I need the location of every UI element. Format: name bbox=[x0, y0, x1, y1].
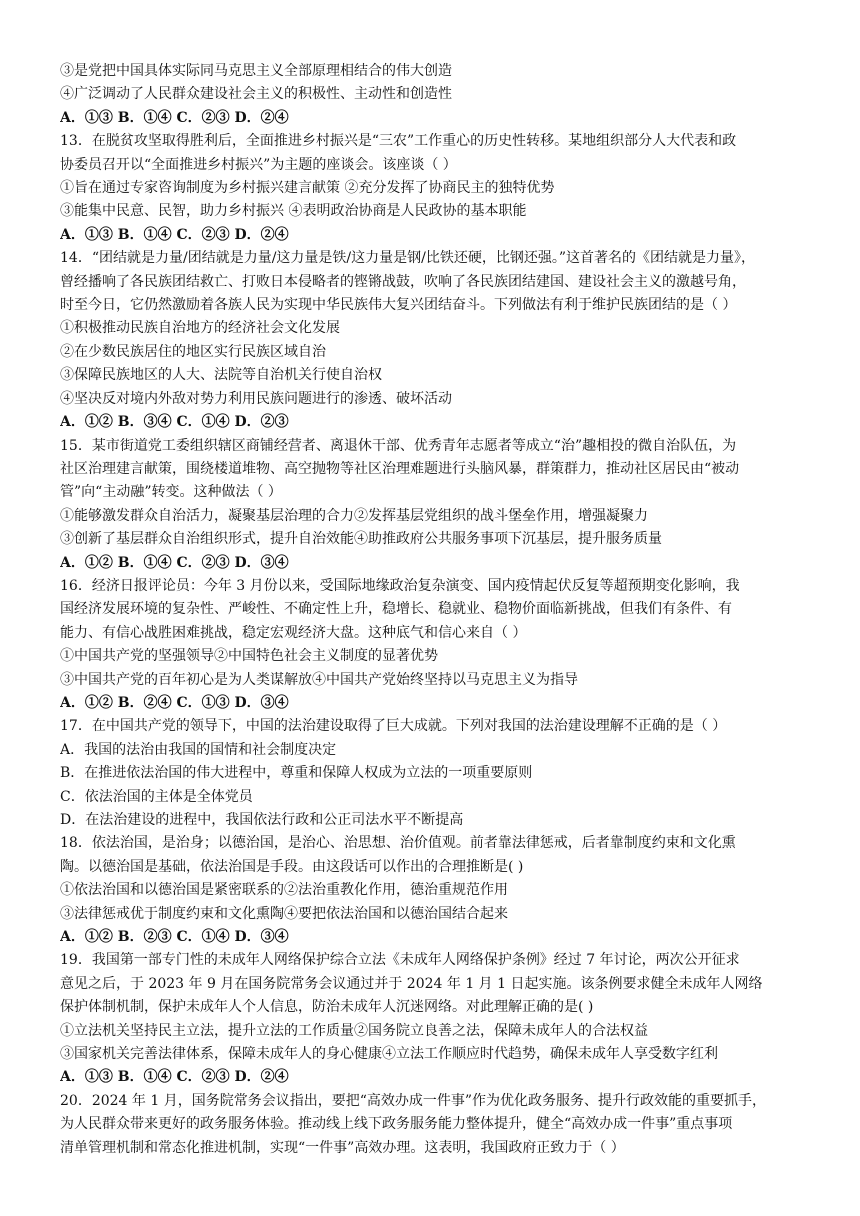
answer-options: A．①③ B．①④ C．②③ D．②④ bbox=[60, 226, 289, 243]
question-14 bbox=[60, 247, 806, 434]
question-19 bbox=[60, 949, 806, 1089]
answer-options: A．①② B．①④ C．②③ D．③④ bbox=[60, 554, 289, 571]
question-18 bbox=[60, 832, 806, 949]
statement-item: ②在少数民族居住的地区实行民族区域自治 bbox=[60, 343, 326, 360]
statement-item: ①积极推动民族自治地方的经济社会文化发展 bbox=[60, 320, 340, 337]
question-stem: 曾经播响了各民族团结救亡、打败日本侵略者的铿锵战鼓，吹响了各民族团结建国、建设社会主义的激越号角， bbox=[60, 273, 746, 290]
statement-item: ③中国共产党的百年初心是为人类谋解放④中国共产党始终坚持以马克思主义为指导 bbox=[60, 671, 578, 688]
answer-options: A．①② B．②③ C．①④ D．③④ bbox=[60, 929, 289, 946]
statement-item: ①旨在通过专家咨询制度为乡村振兴建言献策 ②充分发挥了协商民主的独特优势 bbox=[60, 180, 555, 197]
answer-options: A．①③ B．①④ C．②③ D．②④ bbox=[60, 1069, 289, 1086]
question-stem: 陶。以德治国是基础，依法治国是手段。由这段话可以作出的合理推断是( ) bbox=[60, 858, 524, 875]
statement-item: ①能够激发群众自治活力，凝聚基层治理的合力②发挥基层党组织的战斗堡垒作用，增强凝聚力 bbox=[60, 507, 648, 524]
statement-item: ①依法治国和以德治国是紧密联系的②法治重教化作用，德治重规范作用 bbox=[60, 882, 508, 899]
statement-item: ③国家机关完善法律体系，保障未成年人的身心健康④立法工作顺应时代趋势，确保未成年人享受数字红利 bbox=[60, 1046, 718, 1063]
statement-item: ④坚决反对境内外敌对势力利用民族问题进行的渗透、破坏活动 bbox=[60, 390, 452, 407]
carryover-block bbox=[60, 60, 806, 130]
choice-option: A．我国的法治由我国的国情和社会制度决定 bbox=[60, 741, 337, 758]
question-stem: 保护体制机制，保护未成年人个人信息，防治未成年人沉迷网络。对此理解正确的是( ) bbox=[60, 999, 594, 1016]
question-13 bbox=[60, 130, 806, 247]
statement-item: ③法律惩戒优于制度约束和文化熏陶④要把依法治国和以德治国结合起来 bbox=[60, 905, 508, 922]
statement-item: ③保障民族地区的人大、法院等自治机关行使自治权 bbox=[60, 367, 382, 384]
question-stem: 能力、有信心战胜困难挑战，稳定宏观经济大盘。这种底气和信心来自（ ） bbox=[60, 624, 527, 641]
question-stem: 社区治理建言献策，围绕楼道堆物、高空抛物等社区治理难题进行头脑风暴，群策群力，推动社区居民由“被动 bbox=[60, 460, 740, 477]
statement-item: ③创新了基层群众自治组织形式，提升自治效能④助推政府公共服务事项下沉基层，提升服务质量 bbox=[60, 531, 662, 548]
question-stem: 14．“团结就是力量/团结就是力量/这力量是铁/这力量是钢/比铁还硬，比钢还强。”这首著名的《团结就是力量》， bbox=[60, 250, 755, 267]
statement-item: ①立法机关坚持民主立法，提升立法的工作质量②国务院立良善之法，保障未成年人的合法权益 bbox=[60, 1022, 648, 1039]
question-stem: 国经济发展环境的复杂性、严峻性、不确定性上升，稳增长、稳就业、稳物价面临新挑战，但我们有条件、有 bbox=[60, 601, 732, 618]
question-stem: 18．依法治国，是治身；以德治国，是治心、治思想、治价值观。前者靠法律惩戒，后者靠制度约束和文化熏 bbox=[60, 835, 736, 852]
choice-option: B．在推进依法治国的伟大进程中，尊重和保障人权成为立法的一项重要原则 bbox=[60, 765, 533, 782]
question-16 bbox=[60, 575, 806, 715]
answer-options: A．①③ B．①④ C．②③ D．②④ bbox=[60, 109, 289, 126]
question-stem: 管”向“主动融”转变。这种做法（ ） bbox=[60, 484, 282, 501]
question-15 bbox=[60, 435, 806, 575]
answer-options: A．①② B．③④ C．①④ D．②③ bbox=[60, 414, 289, 431]
question-stem: 19．我国第一部专门性的未成年人网络保护综合立法《未成年人网络保护条例》经过 7 年讨论，两次公开征求 bbox=[60, 952, 740, 969]
question-stem: 时至今日，它仍然激励着各族人民为实现中华民族伟大复兴团结奋斗。下列做法有利于维护民族团结的是（ ） bbox=[60, 297, 737, 314]
question-17 bbox=[60, 715, 806, 832]
question-stem: 清单管理机制和常态化推进机制，实现“一件事”高效办理。这表明，我国政府正致力于（ ） bbox=[60, 1139, 625, 1156]
statement-item: ①中国共产党的坚强领导②中国特色社会主义制度的显著优势 bbox=[60, 648, 438, 665]
question-stem: 20．2024 年 1 月，国务院常务会议指出，要把“高效办成一件事”作为优化政务服务、提升行政效能的重要抓手， bbox=[60, 1092, 767, 1109]
question-stem: 协委员召开以“全面推进乡村振兴”为主题的座谈会。该座谈（ ） bbox=[60, 156, 457, 173]
carryover-line: ④广泛调动了人民群众建设社会主义的积极性、主动性和创造性 bbox=[60, 86, 452, 103]
answer-options: A．①② B．②④ C．①③ D．③④ bbox=[60, 694, 289, 711]
question-stem: 17．在中国共产党的领导下，中国的法治建设取得了巨大成就。下列对我国的法治建设理解不正确的是（ ） bbox=[60, 718, 727, 735]
question-stem: 16．经济日报评论员：今年 3 月份以来，受国际地缘政治复杂演变、国内疫情起伏反复等超预期变化影响，我 bbox=[60, 577, 740, 594]
statement-item: ③能集中民意、民智，助力乡村振兴 ④表明政治协商是人民政协的基本职能 bbox=[60, 203, 527, 220]
choice-option: D．在法治建设的进程中，我国依法行政和公正司法水平不断提高 bbox=[60, 812, 464, 828]
question-stem: 为人民群众带来更好的政务服务体验。推动线上线下政务服务能力整体提升，健全“高效办成一件事”重点事项 bbox=[60, 1116, 733, 1133]
question-20 bbox=[60, 1090, 806, 1160]
question-stem: 15．某市街道党工委组织辖区商铺经营者、离退休干部、优秀青年志愿者等成立“治”趣相投的微自治队伍，为 bbox=[60, 437, 737, 454]
question-stem: 13．在脱贫攻坚取得胜利后，全面推进乡村振兴是“三农”工作重心的历史性转移。某地组织部分人大代表和政 bbox=[60, 133, 737, 150]
carryover-line: ③是党把中国具体实际同马克思主义全部原理相结合的伟大创造 bbox=[60, 63, 452, 79]
question-stem: 意见之后，于 2023 年 9 月在国务院常务会议通过并于 2024 年 1 月 1 日起实施。该条例要求健全未成年人网络 bbox=[60, 975, 763, 992]
choice-option: C．依法治国的主体是全体党员 bbox=[60, 788, 253, 805]
